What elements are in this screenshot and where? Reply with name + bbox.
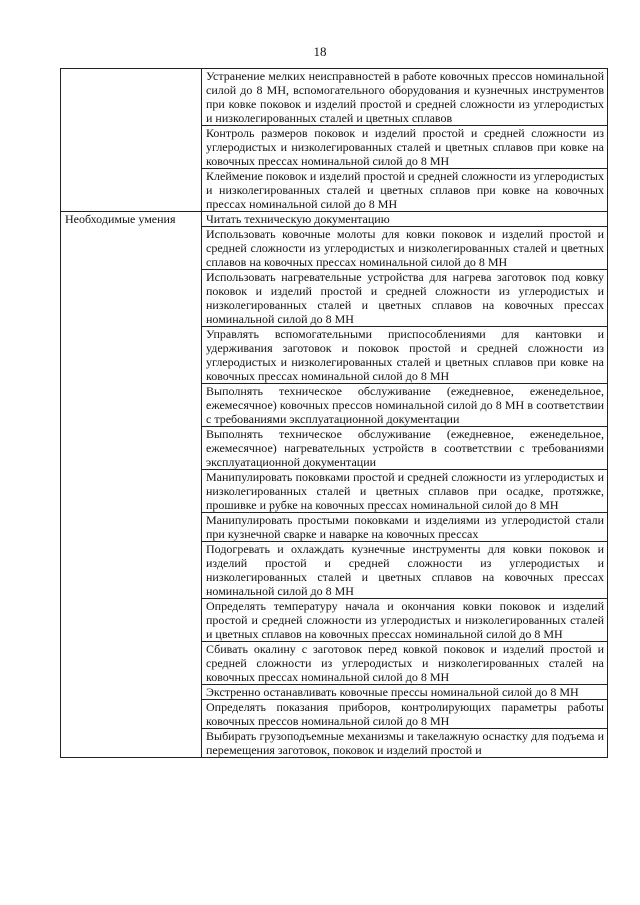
requirement-item: Сбивать окалину с заготовок перед ковкой поковок и изделий простой и средней сложности из углеродистых и низколегированных сталей на ковочных прессах номинальной силой до 8 МН: [202, 642, 608, 685]
requirement-item: Манипулировать поковками простой и средней сложности из углеродистых и низколегированных сталей и цветных сплавов при осадке, протяжке, прошивке и рубке на ковочных прессах номинальной силой до 8 МН: [202, 470, 608, 513]
section-label: [61, 69, 202, 212]
requirement-item: Выполнять техническое обслуживание (ежедневное, еженедельное, ежемесячное) ковочных прессов номинальной силой до 8 МН в соответствии с требованиями эксплуатационной документации: [202, 384, 608, 427]
table-row: [61, 69, 608, 126]
section-label: Необходимые умения: [61, 212, 202, 758]
requirement-item: Управлять вспомогательными приспособлениями для кантовки и удерживания заготовок и поковок простой и средней сложности из углеродистых и низколегированных сталей и цветных сплавов при ковке на ковочных прессах номинальной силой до 8 МН: [202, 327, 608, 384]
requirement-item: Устранение мелких неисправностей в работе ковочных прессов номинальной силой до 8 МН, вспомогательного оборудования и кузнечных инструментов при ковке поковок и изделий простой и средней сложности из углеродистых и низколегированных сталей и цветных сплавов: [202, 69, 608, 126]
requirement-item: Выполнять техническое обслуживание (ежедневное, еженедельное, ежемесячное) нагревательных устройств в соответствии с требованиями эксплуатационной документации: [202, 427, 608, 470]
requirement-item: Определять показания приборов, контролирующих параметры работы ковочных прессов номинальной силой до 8 МН: [202, 700, 608, 729]
requirement-item: Клеймение поковок и изделий простой и средней сложности из углеродистых и низколегированных сталей и цветных сплавов при ковке на ковочных прессах номинальной силой до 8 МН: [202, 169, 608, 212]
requirement-item: Использовать нагревательные устройства для нагрева заготовок под ковку поковок и изделий простой и средней сложности из углеродистых и низколегированных сталей и цветных сплавов на ковочных прессах номинальной силой до 8 МН: [202, 270, 608, 327]
requirement-item: Читать техническую документацию: [202, 212, 608, 227]
requirement-item: Контроль размеров поковок и изделий простой и средней сложности из углеродистых и низколегированных сталей и цветных сплавов при ковке на ковочных прессах номинальной силой до 8 МН: [202, 126, 608, 169]
requirement-item: Манипулировать простыми поковками и изделиями из углеродистой стали при кузнечной сварке и наварке на ковочных прессах: [202, 513, 608, 542]
requirement-item: Выбирать грузоподъемные механизмы и такелажную оснастку для подъема и перемещения заготовок, поковок и изделий простой и: [202, 729, 608, 758]
page-number: 18: [313, 44, 327, 59]
table-row: [61, 212, 608, 227]
requirements-table: [60, 68, 608, 758]
requirement-item: Использовать ковочные молоты для ковки поковок и изделий простой и средней сложности из углеродистых и низколегированных сталей и цветных сплавов на ковочных прессах номинальной силой до 8 МН: [202, 227, 608, 270]
requirements-table-body: [61, 69, 608, 758]
requirement-item: Экстренно останавливать ковочные прессы номинальной силой до 8 МН: [202, 685, 608, 700]
requirement-item: Подогревать и охлаждать кузнечные инструменты для ковки поковок и изделий простой и средней сложности из углеродистых и низколегированных сталей и цветных сплавов на ковочных прессах номинальной силой до 8 МН: [202, 542, 608, 599]
requirement-item: Определять температуру начала и окончания ковки поковок и изделий простой и средней сложности из углеродистых и низколегированных сталей и цветных сплавов на ковочных прессах номинальной силой до 8 МН: [202, 599, 608, 642]
